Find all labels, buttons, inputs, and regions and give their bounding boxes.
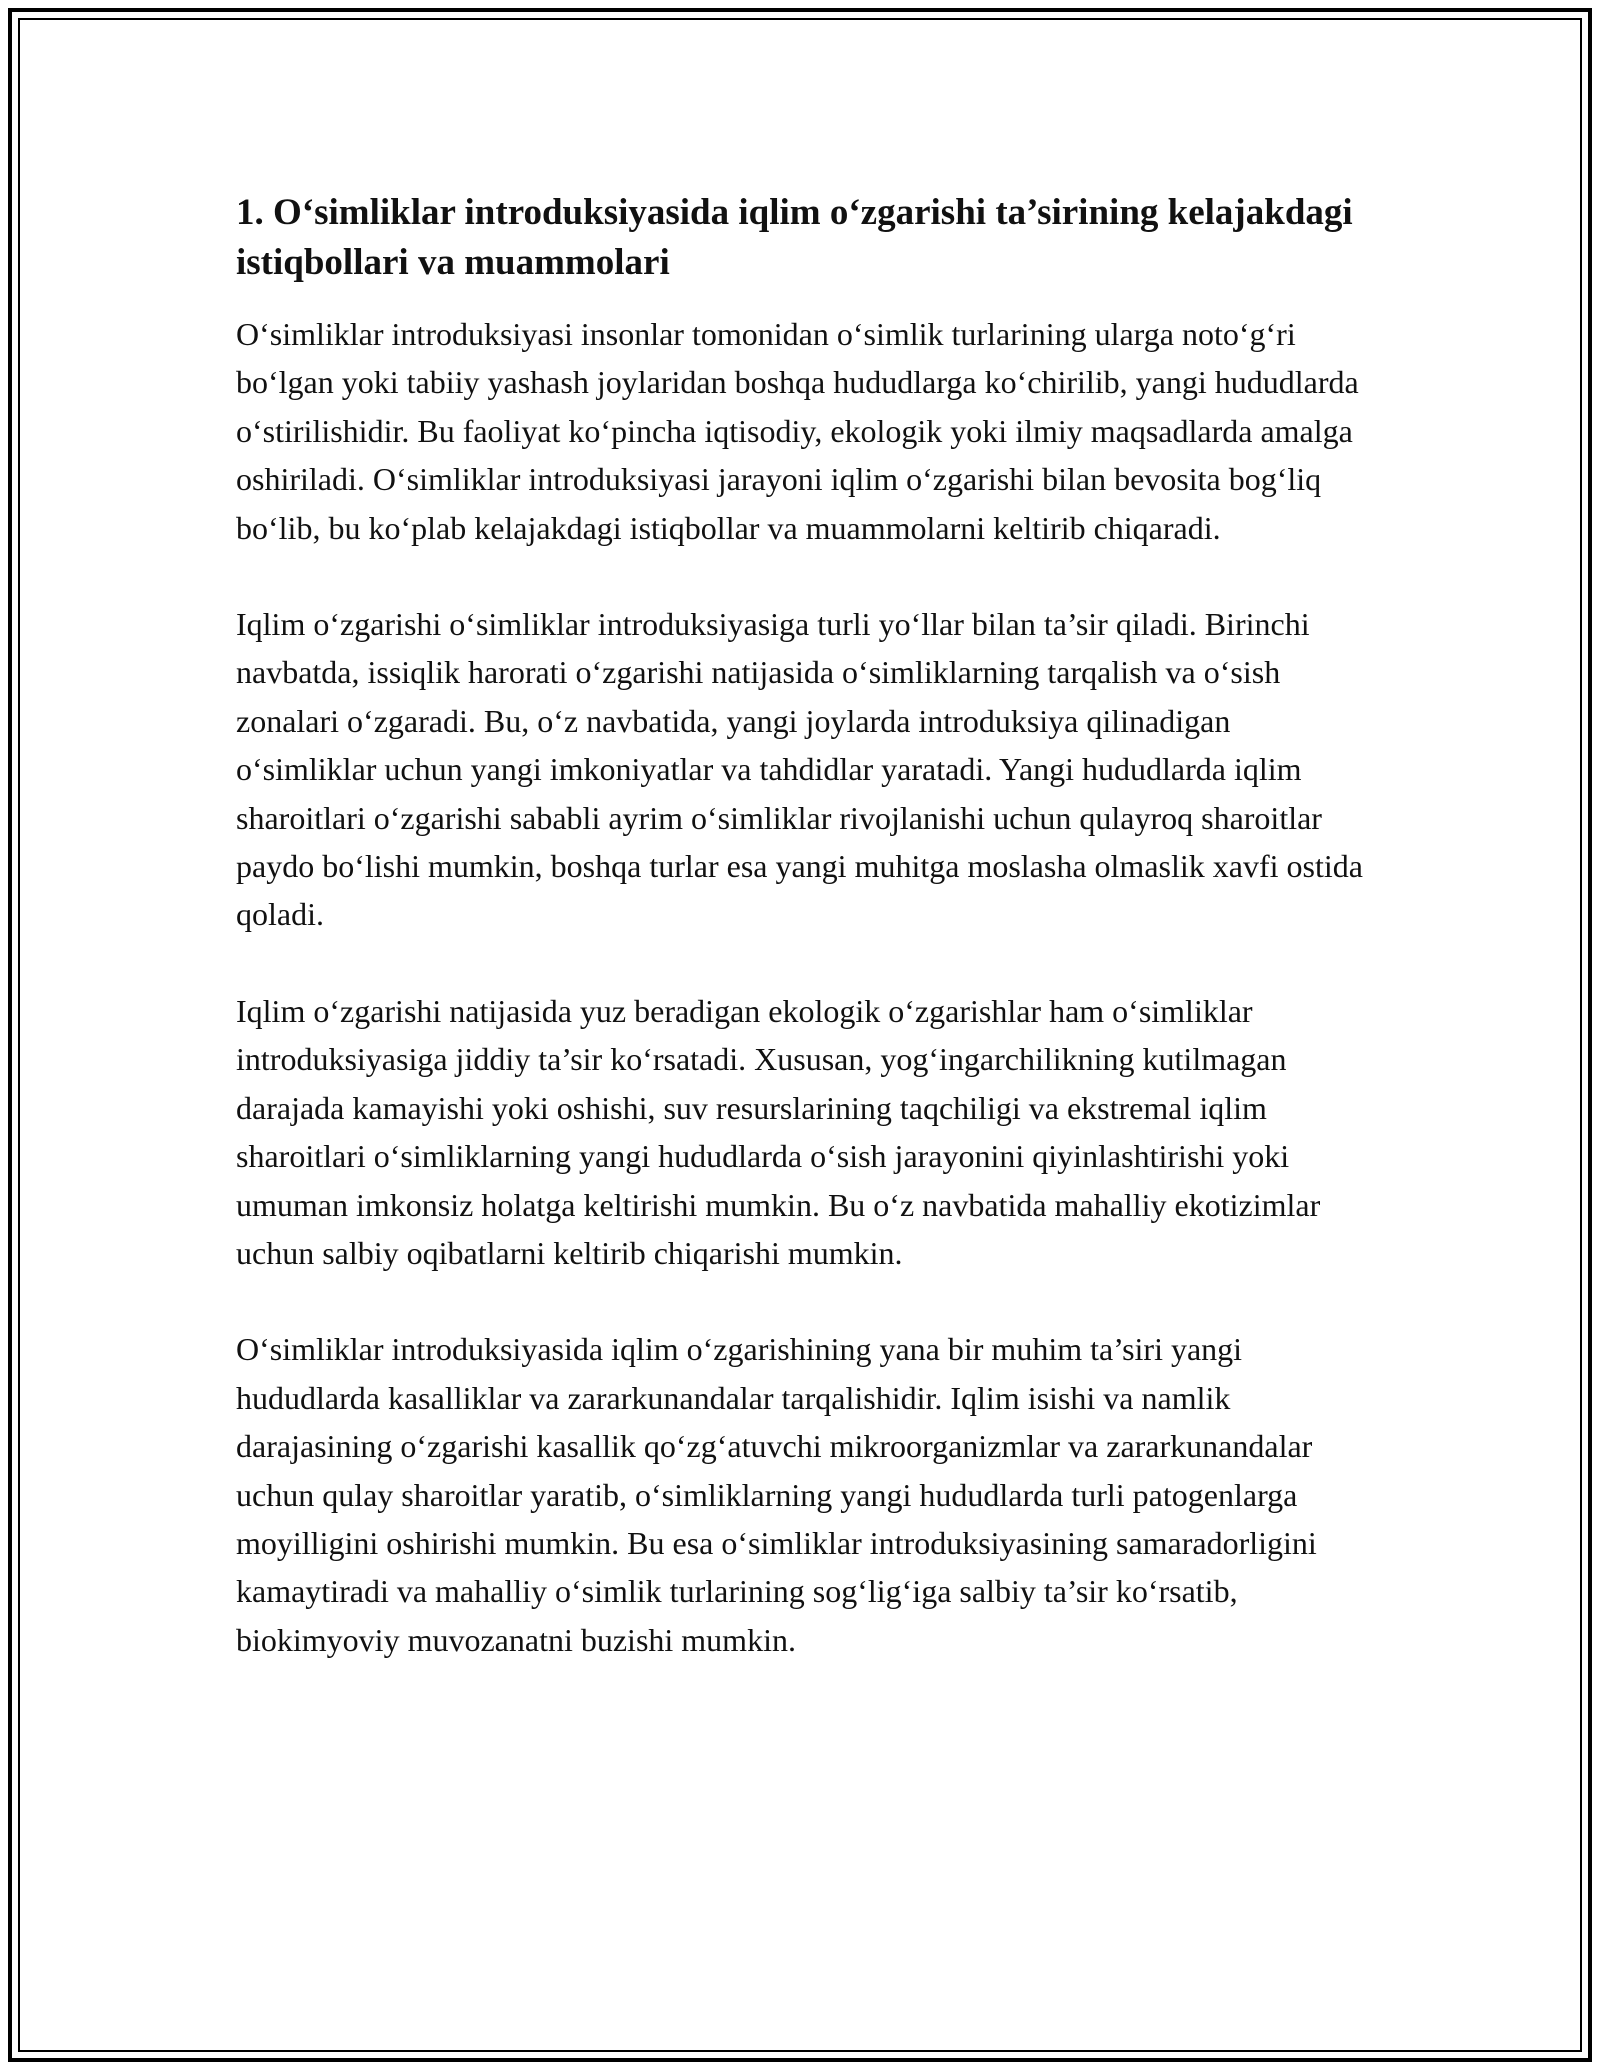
paragraph-4: O‘simliklar introduksiyasida iqlim o‘zgarishining yana bir muhim ta’siri yangi hududlarda kasalliklar va zararkunandalar tarqalishidir. Iqlim isishi va namlik darajasining o‘zgarishi kasallik qo‘zg‘atuvchi mikroorganizmlar va zararkunandalar uchun qulay sharoitlar yaratib, o‘simliklarning yangi hududlarda turli patogenlarga moyilligini oshirishi mumkin. Bu esa o‘simliklar introduksiyasining samaradorligini kamaytiradi va mahalliy o‘simlik turlarining sog‘lig‘iga salbiy ta’sir ko‘rsatib, biokimyoviy muvozanatni buzishi mumkin. <box>236 1331 1317 1658</box>
section-heading: 1. O‘simliklar introduksiyasida iqlim o‘zgarishi ta’sirining kelajakdagi istiqbollari va muammolari <box>236 192 1353 283</box>
document-body <box>236 188 1376 1712</box>
paragraph-2: Iqlim o‘zgarishi o‘simliklar introduksiyasiga turli yo‘llar bilan ta’sir qiladi. Birinchi navbatda, issiqlik harorati o‘zgarishi natijasida o‘simliklarning tarqalish va o‘sish zonalari o‘zgaradi. Bu, o‘z navbatida, yangi joylarda introduksiya qilinadigan o‘simliklar uchun yangi imkoniyatlar va tahdidlar yaratadi. Yangi hududlarda iqlim sharoitlari o‘zgarishi sababli ayrim o‘simliklar rivojlanishi uchun qulayroq sharoitlar paydo bo‘lishi mumkin, boshqa turlar esa yangi muhitga moslasha olmaslik xavfi ostida qoladi. <box>236 606 1363 933</box>
paragraph-1: O‘simliklar introduksiyasi insonlar tomonidan o‘simlik turlarining ularga noto‘g‘ri bo‘lgan yoki tabiiy yashash joylaridan boshqa hududlarga ko‘chirilib, yangi hududlarda o‘stirilishidir. Bu faoliyat ko‘pincha iqtisodiy, ekologik yoki ilmiy maqsadlarda amalga oshiriladi. O‘simliklar introduksiyasi jarayoni iqlim o‘zgarishi bilan bevosita bog‘liq bo‘lib, bu ko‘plab kelajakdagi istiqbollar va muammolarni keltirib chiqaradi. <box>236 316 1359 546</box>
paragraph-3: Iqlim o‘zgarishi natijasida yuz beradigan ekologik o‘zgarishlar ham o‘simliklar introduksiyasiga jiddiy ta’sir ko‘rsatadi. Xususan, yog‘ingarchilikning kutilmagan darajada kamayishi yoki oshishi, suv resurslarining taqchiligi va ekstremal iqlim sharoitlari o‘simliklarning yangi hududlarda o‘sish jarayonini qiyinlashtirishi yoki umuman imkonsiz holatga keltirishi mumkin. Bu o‘z navbatida mahalliy ekotizimlar uchun salbiy oqibatlarni keltirib chiqarishi mumkin. <box>236 992 1321 1271</box>
